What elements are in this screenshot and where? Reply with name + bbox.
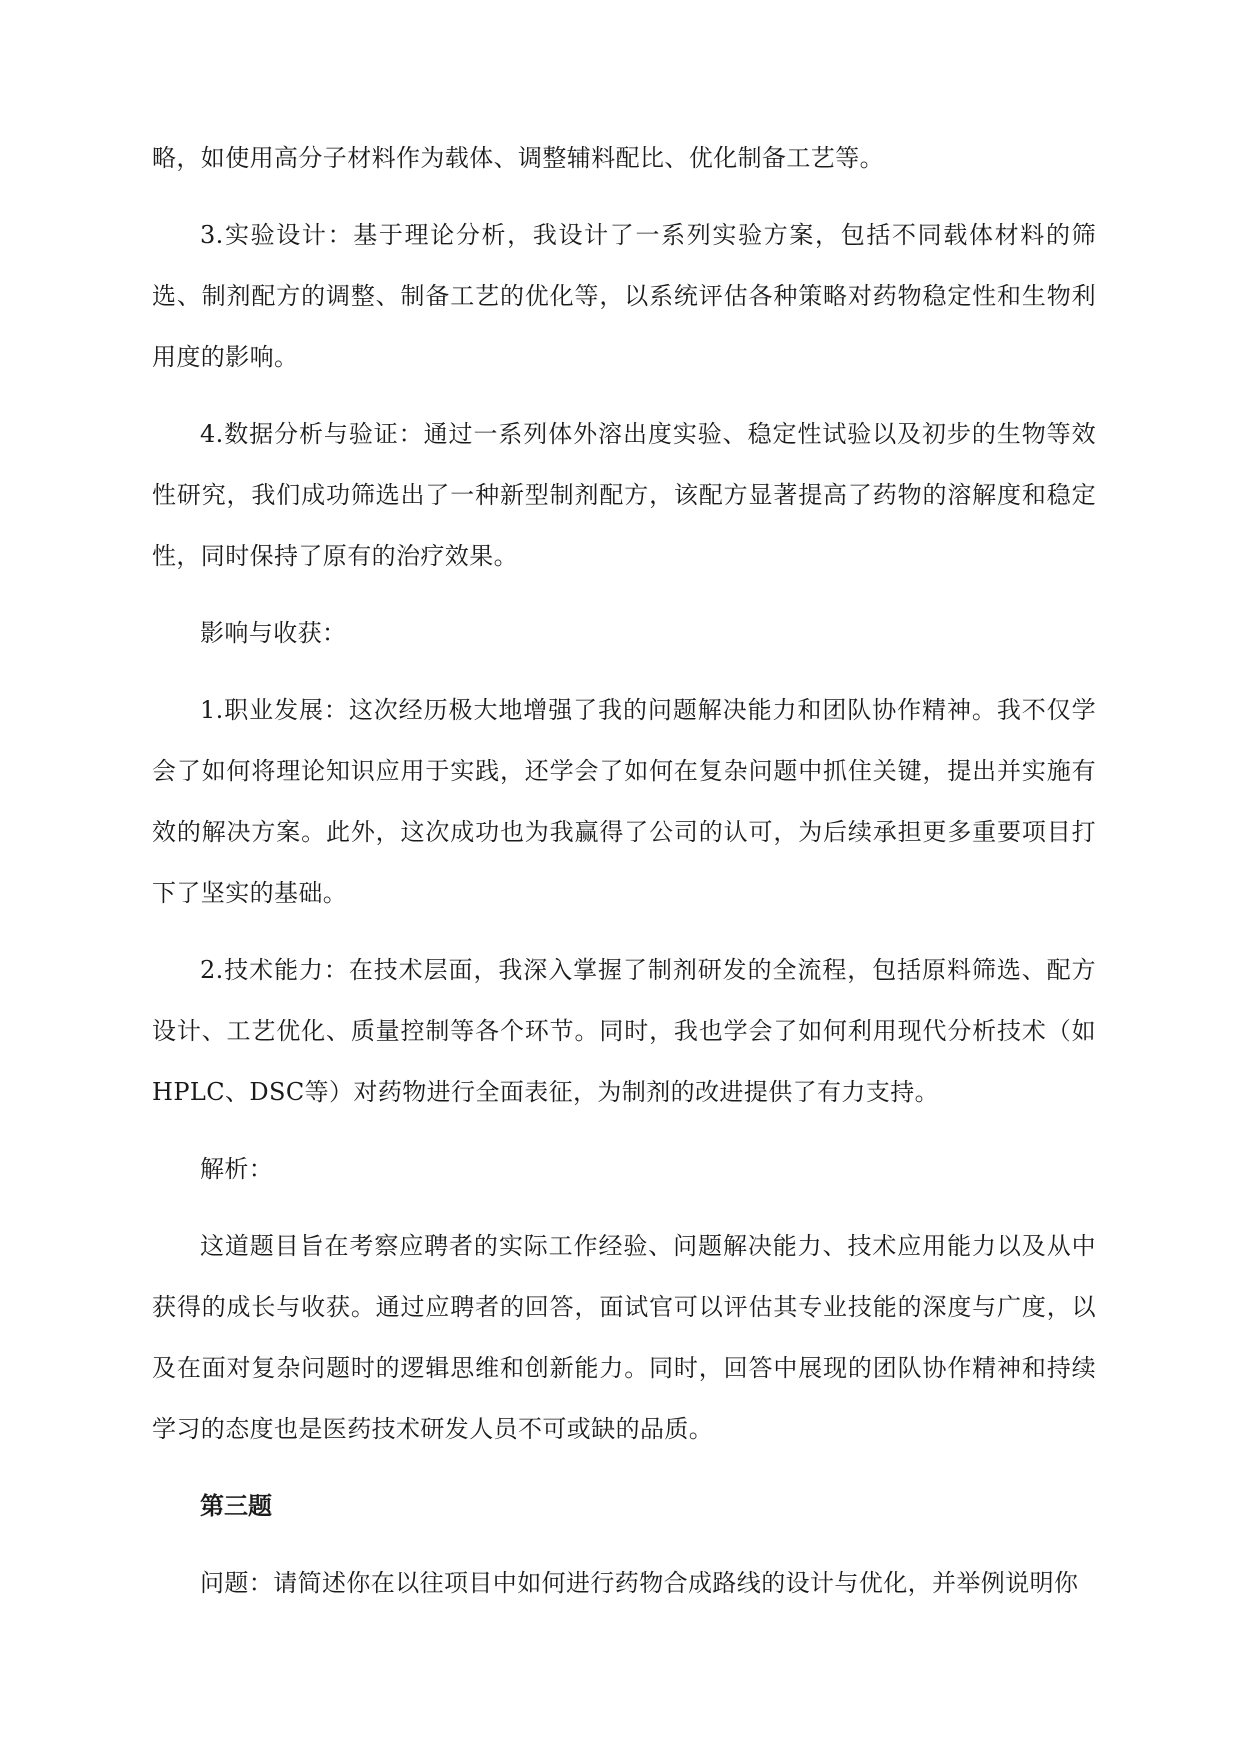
paragraph-experiment-design: 3.实验设计：基于理论分析，我设计了一系列实验方案，包括不同载体材料的筛选、制剂配方的调整、制备工艺的优化等，以系统评估各种策略对药物稳定性和生物利用度的影响。 (152, 221, 1096, 371)
section-heading: 第三题 (200, 1492, 272, 1520)
paragraph-question: 问题：请简述你在以往项目中如何进行药物合成路线的设计与优化，并举例说明你 (200, 1569, 1079, 1597)
paragraph-data-analysis: 4.数据分析与验证：通过一系列体外溶出度实验、稳定性试验以及初步的生物等效性研究，我们成功筛选出了一种新型制剂配方，该配方显著提高了药物的溶解度和稳定性，同时保持了原有的治疗效果。 (152, 420, 1096, 570)
paragraph-analysis-heading: 解析： (200, 1155, 274, 1183)
paragraph-career-development: 1.职业发展：这次经历极大地增强了我的问题解决能力和团队协作精神。我不仅学会了如何将理论知识应用于实践，还学会了如何在复杂问题中抓住关键，提出并实施有效的解决方案。此外，这次成功也为我赢得了公司的认可，为后续承担更多重要项目打下了坚实的基础。 (152, 696, 1096, 907)
paragraph-continuation: 略，如使用高分子材料作为载体、调整辅料配比、优化制备工艺等。 (152, 144, 884, 172)
paragraph-impact-heading: 影响与收获： (200, 619, 347, 647)
paragraph-technical-ability: 2.技术能力：在技术层面，我深入掌握了制剂研发的全流程，包括原料筛选、配方设计、工艺优化、质量控制等各个环节。同时，我也学会了如何利用现代分析技术（如HPLC、DSC等）对药物进行全面表征，为制剂的改进提供了有力支持。 (152, 956, 1096, 1106)
paragraph-analysis-body: 这道题目旨在考察应聘者的实际工作经验、问题解决能力、技术应用能力以及从中获得的成长与收获。通过应聘者的回答，面试官可以评估其专业技能的深度与广度，以及在面对复杂问题时的逻辑思维和创新能力。同时，回答中展现的团队协作精神和持续学习的态度也是医药技术研发人员不可或缺的品质。 (152, 1232, 1096, 1443)
document-page (152, 128, 1096, 1630)
